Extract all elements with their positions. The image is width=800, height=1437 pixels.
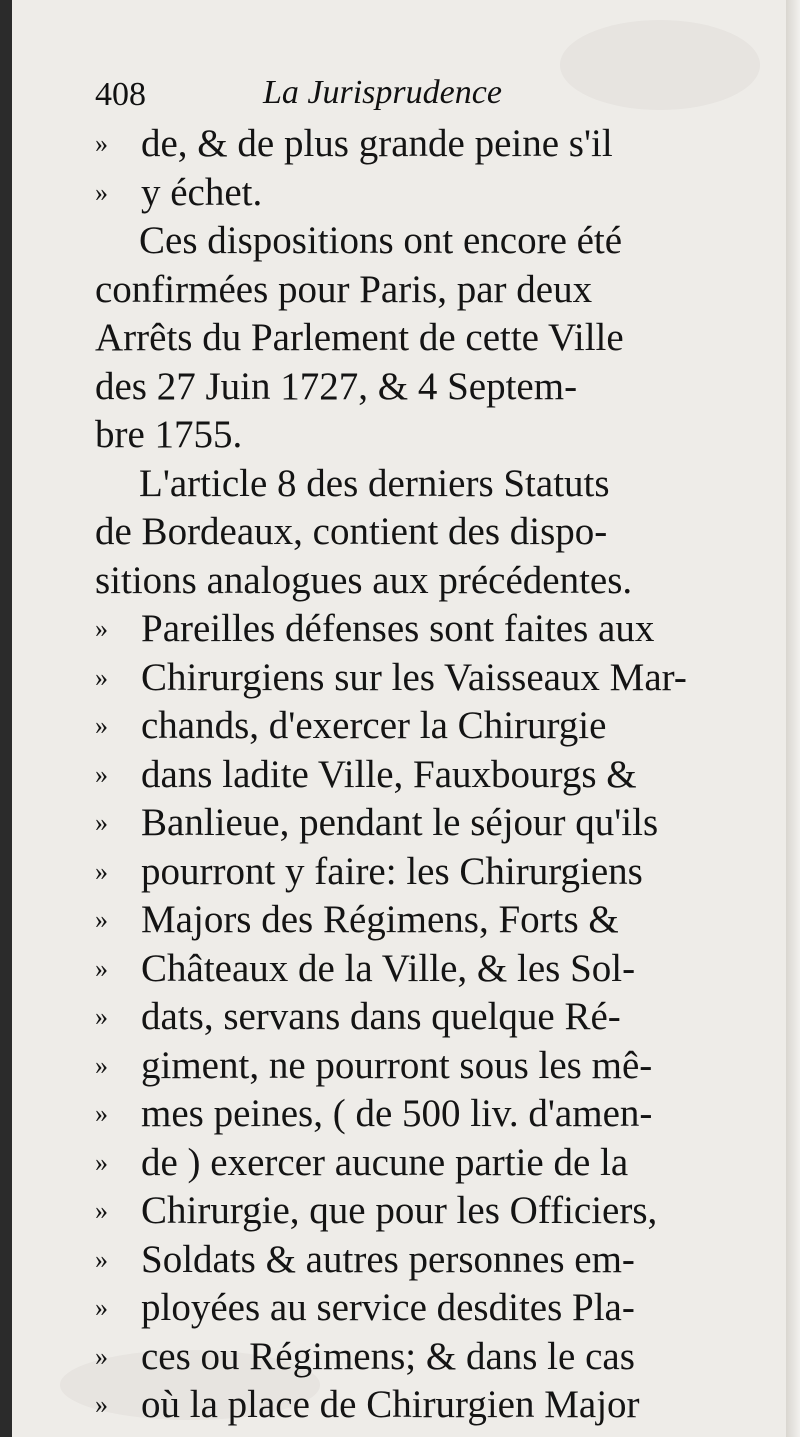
- line-text: Pareilles défenses sont faites aux: [141, 607, 655, 650]
- text-line: [95, 799, 745, 848]
- text-line: [95, 266, 745, 315]
- page-right-edge: [786, 0, 800, 1437]
- line-text: giment, ne pourront sous les mê-: [141, 1043, 653, 1087]
- line-text: Châteaux de la Ville, & les Sol-: [141, 946, 636, 990]
- text-line: [95, 1090, 745, 1139]
- line-text: chands, d'exercer la Chirurgie: [141, 704, 607, 747]
- line-text: L'article 8 des derniers Statuts: [139, 461, 610, 505]
- line-text: de, & de plus grande peine s'il: [141, 122, 613, 165]
- text-line: [95, 1333, 745, 1382]
- quote-mark: »: [95, 856, 108, 886]
- text-line: [95, 1187, 745, 1236]
- quote-mark: »: [95, 129, 108, 158]
- text-line: [95, 557, 745, 606]
- line-text: pourront y faire: les Chirurgiens: [141, 849, 643, 893]
- line-text: Soldats & autres personnes em-: [141, 1237, 635, 1281]
- quote-mark: »: [95, 662, 108, 692]
- quote-mark: »: [95, 711, 108, 740]
- line-text: Banlieue, pendant le séjour qu'ils: [141, 801, 659, 844]
- text-line: [95, 460, 745, 509]
- text-line: [95, 363, 745, 412]
- quote-mark: »: [95, 1244, 108, 1274]
- body-text: [95, 120, 745, 1430]
- line-text: de ) exercer aucune partie de la: [141, 1140, 629, 1184]
- quote-mark: »: [95, 177, 108, 207]
- quote-mark: »: [95, 1293, 108, 1322]
- quote-mark: »: [95, 759, 108, 789]
- line-text: confirmées pour Paris, par deux: [95, 267, 593, 311]
- line-text: Chirurgiens sur les Vaisseaux Mar-: [141, 655, 687, 699]
- line-text: des 27 Juin 1727, & 4 Septem-: [95, 364, 578, 408]
- line-text: ployées au service desdites Pla-: [141, 1286, 635, 1329]
- text-line: [95, 1381, 745, 1430]
- line-text: Arrêts du Parlement de cette Ville: [95, 316, 624, 359]
- quote-mark: »: [95, 1390, 108, 1419]
- quote-mark: »: [95, 1341, 108, 1371]
- text-line: [95, 508, 745, 557]
- text-line: [95, 217, 745, 266]
- line-text: dans ladite Ville, Fauxbourgs &: [141, 752, 637, 796]
- text-line: [95, 945, 745, 994]
- quote-mark: »: [95, 1050, 108, 1080]
- text-line: [95, 702, 745, 751]
- line-text: de Bordeaux, contient des dispo-: [95, 510, 608, 553]
- text-line: [95, 1236, 745, 1285]
- text-line: [95, 896, 745, 945]
- quote-mark: »: [95, 905, 108, 934]
- line-text: y échet.: [141, 170, 263, 214]
- text-line: [95, 1284, 745, 1333]
- text-line: [95, 993, 745, 1042]
- line-text: ces ou Régimens; & dans le cas: [141, 1334, 635, 1378]
- line-text: Majors des Régimens, Forts &: [141, 898, 619, 941]
- text-line: [95, 848, 745, 897]
- text-line: [95, 120, 745, 169]
- line-text: Ces dispositions ont encore été: [139, 219, 623, 262]
- quote-mark: »: [95, 1147, 108, 1177]
- quote-mark: »: [95, 953, 108, 983]
- page-left-edge: [0, 0, 12, 1437]
- quote-mark: »: [95, 1196, 108, 1225]
- text-line: [95, 1042, 745, 1091]
- running-title: La Jurisprudence: [263, 74, 502, 111]
- page-number: 408: [95, 76, 146, 113]
- line-text: Chirurgie, que pour les Officiers,: [141, 1189, 658, 1232]
- quote-mark: »: [95, 808, 108, 837]
- quote-mark: »: [95, 614, 108, 643]
- text-line: [95, 411, 745, 460]
- line-text: où la place de Chirurgien Major: [141, 1383, 640, 1426]
- quote-mark: »: [95, 1099, 108, 1128]
- text-line: [95, 751, 745, 800]
- line-text: bre 1755.: [95, 413, 243, 456]
- line-text: sitions analogues aux précédentes.: [95, 558, 633, 602]
- text-line: [95, 314, 745, 363]
- text-line: [95, 1139, 745, 1188]
- line-text: mes peines, ( de 500 liv. d'amen-: [141, 1092, 653, 1135]
- text-line: [95, 654, 745, 703]
- line-text: dats, servans dans quelque Ré-: [141, 995, 621, 1038]
- quote-mark: »: [95, 1002, 108, 1031]
- text-line: [95, 169, 745, 218]
- text-line: [95, 605, 745, 654]
